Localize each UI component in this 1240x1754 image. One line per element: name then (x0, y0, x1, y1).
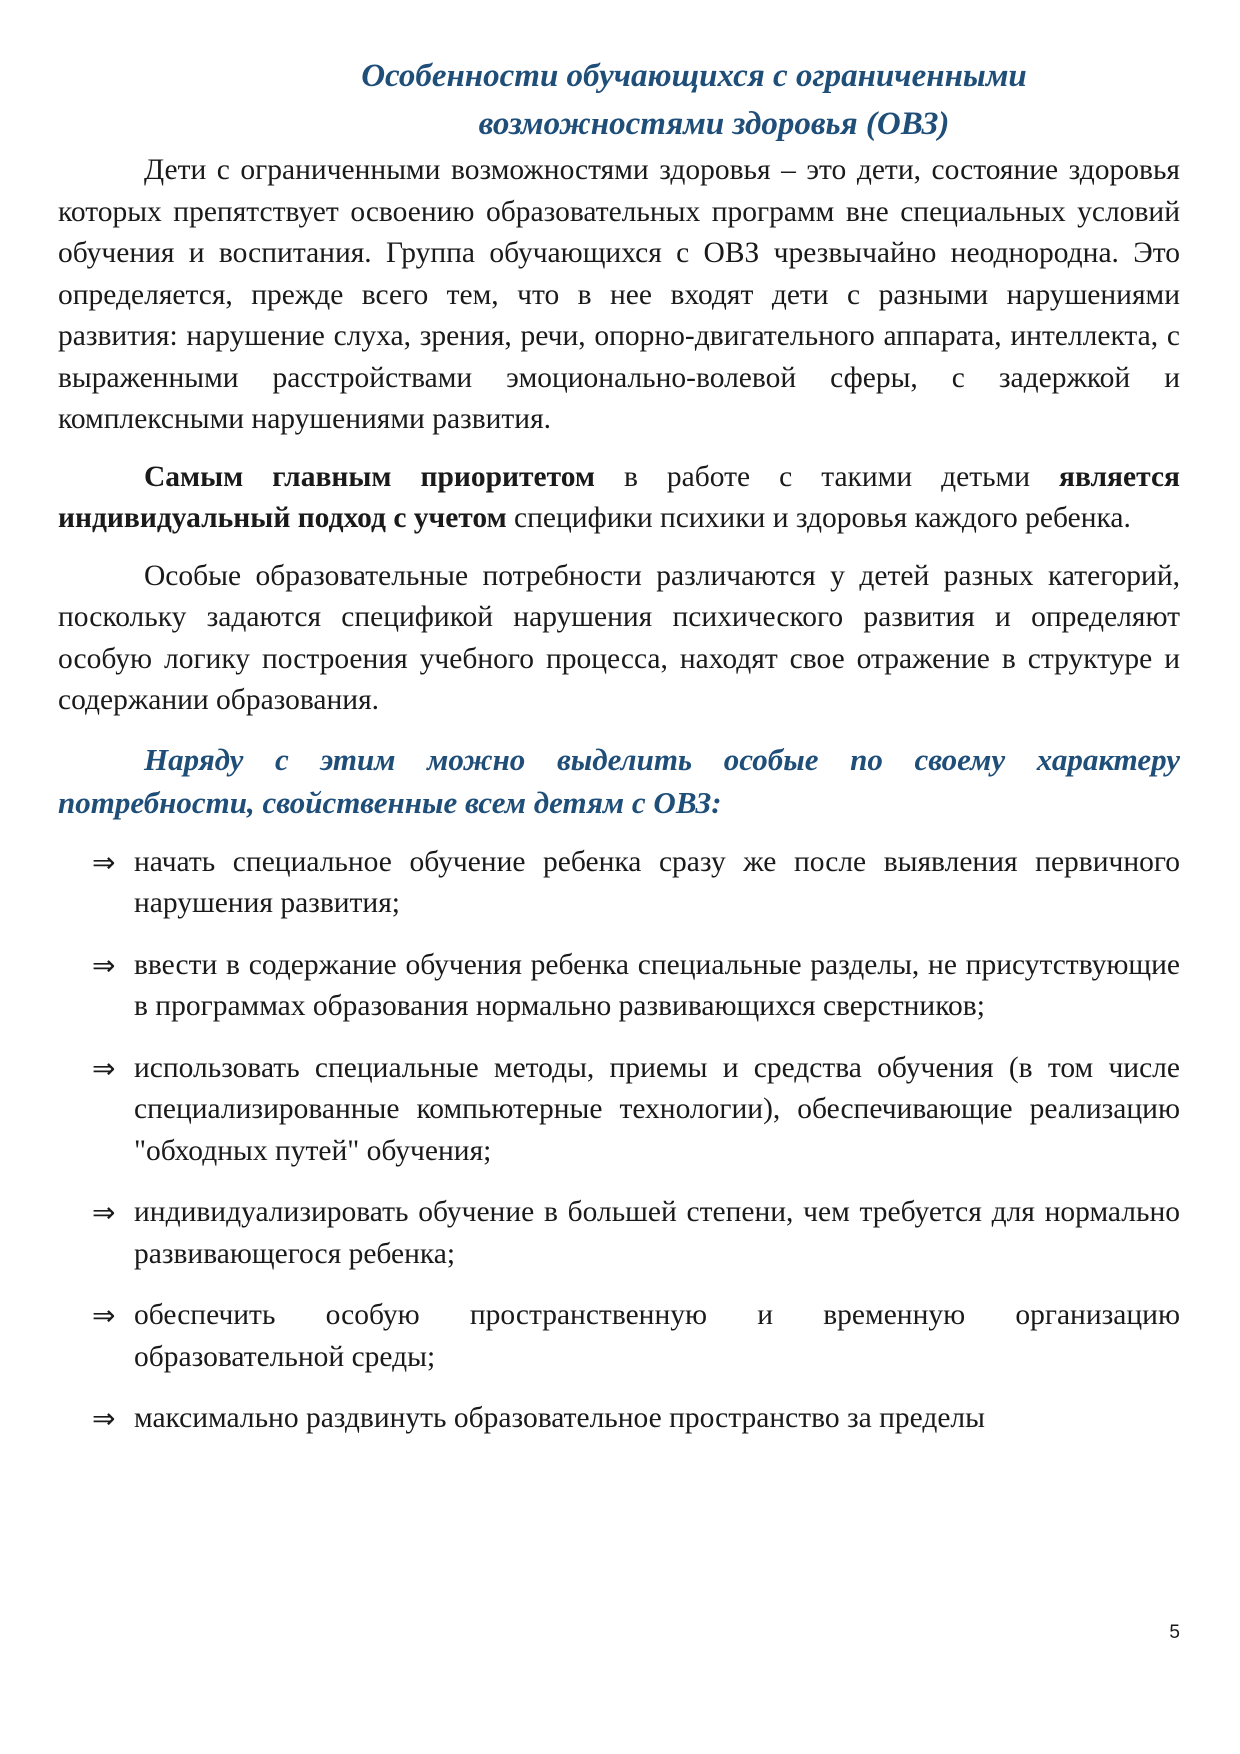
list-item (58, 945, 1180, 1028)
arrow-icon: ⇒ (92, 1196, 116, 1229)
page-title (58, 52, 1180, 148)
page-number: 5 (1169, 1622, 1180, 1643)
list-item (58, 1398, 1180, 1440)
list-item-text: ввести в содержание обучения ребенка специальные разделы, не присутствующие в программах образования нормально развивающихся сверстников; (134, 948, 1180, 1022)
priority-bold-2: является индивидуальный подход с учетом (58, 460, 1180, 534)
priority-text-1: в работе с такими детьми (595, 460, 1059, 493)
list-item-text: начать специальное обучение ребенка сразу же после выявления первичного нарушения развития; (134, 845, 1180, 919)
arrow-icon: ⇒ (92, 1402, 116, 1435)
paragraph-definition: Дети с ограниченными возможностями здоровья – это дети, состояние здоровья которых препятствует освоению образовательных программ вне специальных условий обучения и воспитания. Группа обучающихся с ОВЗ чрезвычайно неоднородна. Это определяется, прежде всего тем, что в нее входят дети с разными нарушениями развития: нарушение слуха, зрения, речи, опорно-двигательного аппарата, интеллекта, с выраженными расстройствами эмоционально-волевой сферы, с задержкой и комплексными нарушениями развития. (58, 154, 1180, 435)
list-item (58, 1192, 1180, 1275)
list-item-text: обеспечить особую пространственную и временную организацию образовательной среды; (134, 1299, 1180, 1373)
list-item-text: максимально раздвинуть образовательное пространство за пределы (134, 1402, 985, 1434)
list-item (58, 842, 1180, 925)
list-item-text: индивидуализировать обучение в большей степени, чем требуется для нормально развивающегося ребенка; (134, 1196, 1180, 1270)
arrow-icon: ⇒ (92, 1051, 116, 1085)
arrow-icon: ⇒ (92, 845, 116, 879)
list-item-text: использовать специальные методы, приемы и средства обучения (в том числе специализированные компьютерные технологии), обеспечивающие реализацию "обходных путей" обучения; (134, 1051, 1180, 1167)
document-page (58, 52, 1180, 1460)
paragraph-priority (58, 457, 1180, 540)
arrow-icon: ⇒ (92, 948, 116, 982)
arrow-icon: ⇒ (92, 1299, 116, 1332)
list-item (58, 1295, 1180, 1378)
priority-text-2: специфики психики и здоровья каждого ребенка. (506, 502, 1131, 534)
paragraph-needs: Особые образовательные потребности различаются у детей разных категорий, поскольку задаются спецификой нарушения психического развития и определяют особую логику построения учебного процесса, находят свое отражение в структуре и содержании образования. (58, 559, 1180, 716)
list-item (58, 1048, 1180, 1173)
needs-list (58, 842, 1180, 1440)
section-subheading: Наряду с этим можно выделить особые по своему характеру потребности, свойственные всем детям с ОВЗ: (58, 741, 1180, 820)
title-line-1: Особенности обучающихся с ограниченными (361, 58, 1027, 94)
priority-bold-1: Самым главным приоритетом (144, 460, 596, 493)
title-line-2: возможностями здоровья (ОВЗ) (478, 106, 950, 142)
